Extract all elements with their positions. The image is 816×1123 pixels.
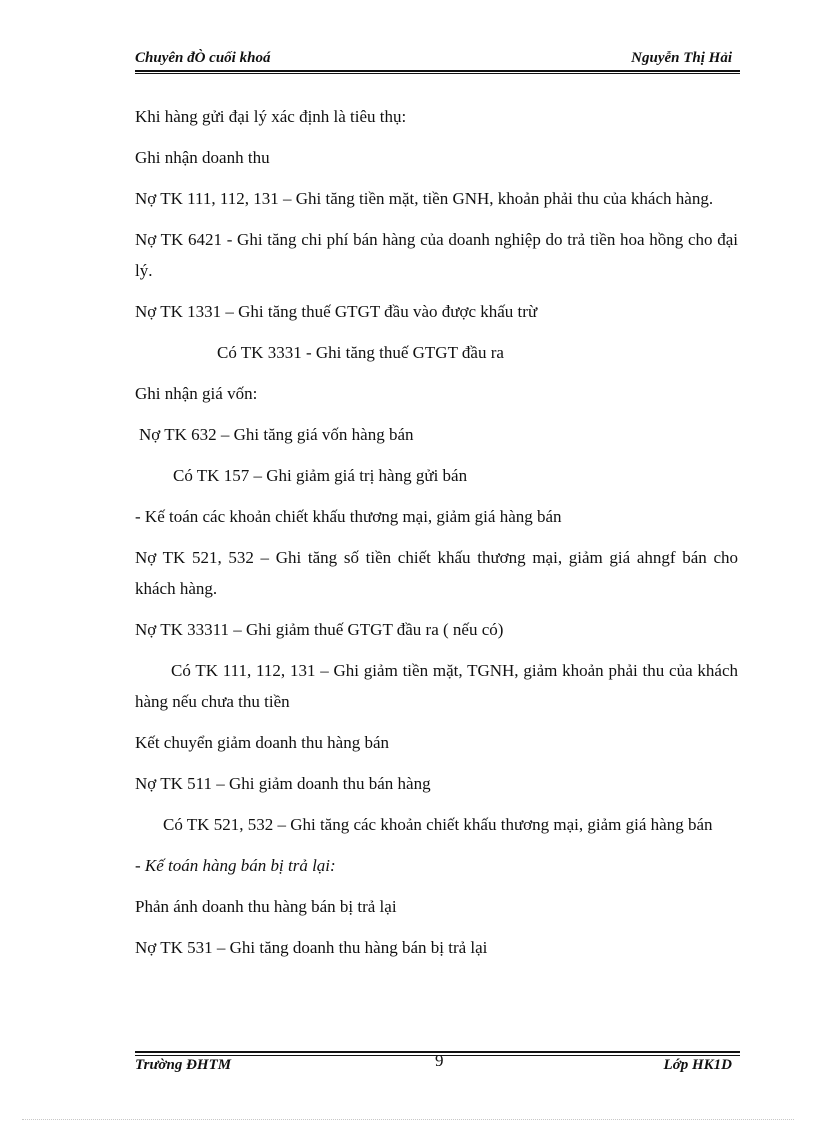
header-author: Nguyễn Thị Hải [631, 50, 732, 66]
document-body [135, 101, 738, 973]
paragraph: Ghi nhận giá vốn: [135, 384, 258, 403]
paragraph: Kết chuyển giảm doanh thu hàng bán [135, 733, 389, 752]
page-bottom-border [22, 1119, 794, 1120]
paragraph: Khi hàng gửi đại lý xác định là tiêu thụ: [135, 107, 407, 126]
paragraph: Nợ TK 1331 – Ghi tăng thuế GTGT đầu vào được khấu trừ [135, 302, 538, 321]
paragraph: Nợ TK 632 – Ghi tăng giá vốn hàng bán [139, 425, 414, 444]
section-heading: - Kế toán hàng bán bị trả lại: [135, 856, 336, 875]
page-header [135, 48, 740, 72]
paragraph: Nợ TK 33311 – Ghi giảm thuế GTGT đầu ra ( nếu có) [135, 620, 504, 639]
paragraph: - Kế toán các khoản chiết khấu thương mại, giảm giá hàng bán [135, 507, 562, 526]
page-footer [135, 1051, 740, 1078]
paragraph: Nợ TK 511 – Ghi giảm doanh thu bán hàng [135, 774, 431, 793]
paragraph: Nợ TK 531 – Ghi tăng doanh thu hàng bán bị trả lại [135, 938, 488, 957]
paragraph: Nợ TK 111, 112, 131 – Ghi tăng tiền mặt, tiền GNH, khoản phải thu của khách hàng. [135, 189, 714, 208]
paragraph: Phản ánh doanh thu hàng bán bị trả lại [135, 897, 397, 916]
paragraph: Nợ TK 6421 - Ghi tăng chi phí bán hàng của doanh nghiệp do trả tiền hoa hồng cho đại lý. [135, 230, 738, 280]
paragraph: Có TK 157 – Ghi giảm giá trị hàng gửi bán [173, 466, 468, 485]
header-divider [135, 73, 740, 74]
paragraph: Ghi nhận doanh thu [135, 148, 270, 167]
page-number: 9 [435, 1051, 444, 1070]
footer-class: Lớp HK1D [663, 1057, 732, 1073]
paragraph: Có TK 111, 112, 131 – Ghi giảm tiền mặt, TGNH, giảm khoản phải thu của khách hàng nếu chưa thu tiền [135, 661, 738, 711]
paragraph: Nợ TK 521, 532 – Ghi tăng số tiền chiết khấu thương mại, giảm giá ahngf bán cho khách hàng. [135, 548, 738, 598]
header-title: Chuyên đÒ cuối khoá [135, 50, 271, 66]
footer-school: Trường ĐHTM [135, 1057, 232, 1073]
paragraph: Có TK 3331 - Ghi tăng thuế GTGT đầu ra [217, 343, 504, 362]
paragraph: Có TK 521, 532 – Ghi tăng các khoản chiết khấu thương mại, giảm giá hàng bán [163, 815, 713, 834]
